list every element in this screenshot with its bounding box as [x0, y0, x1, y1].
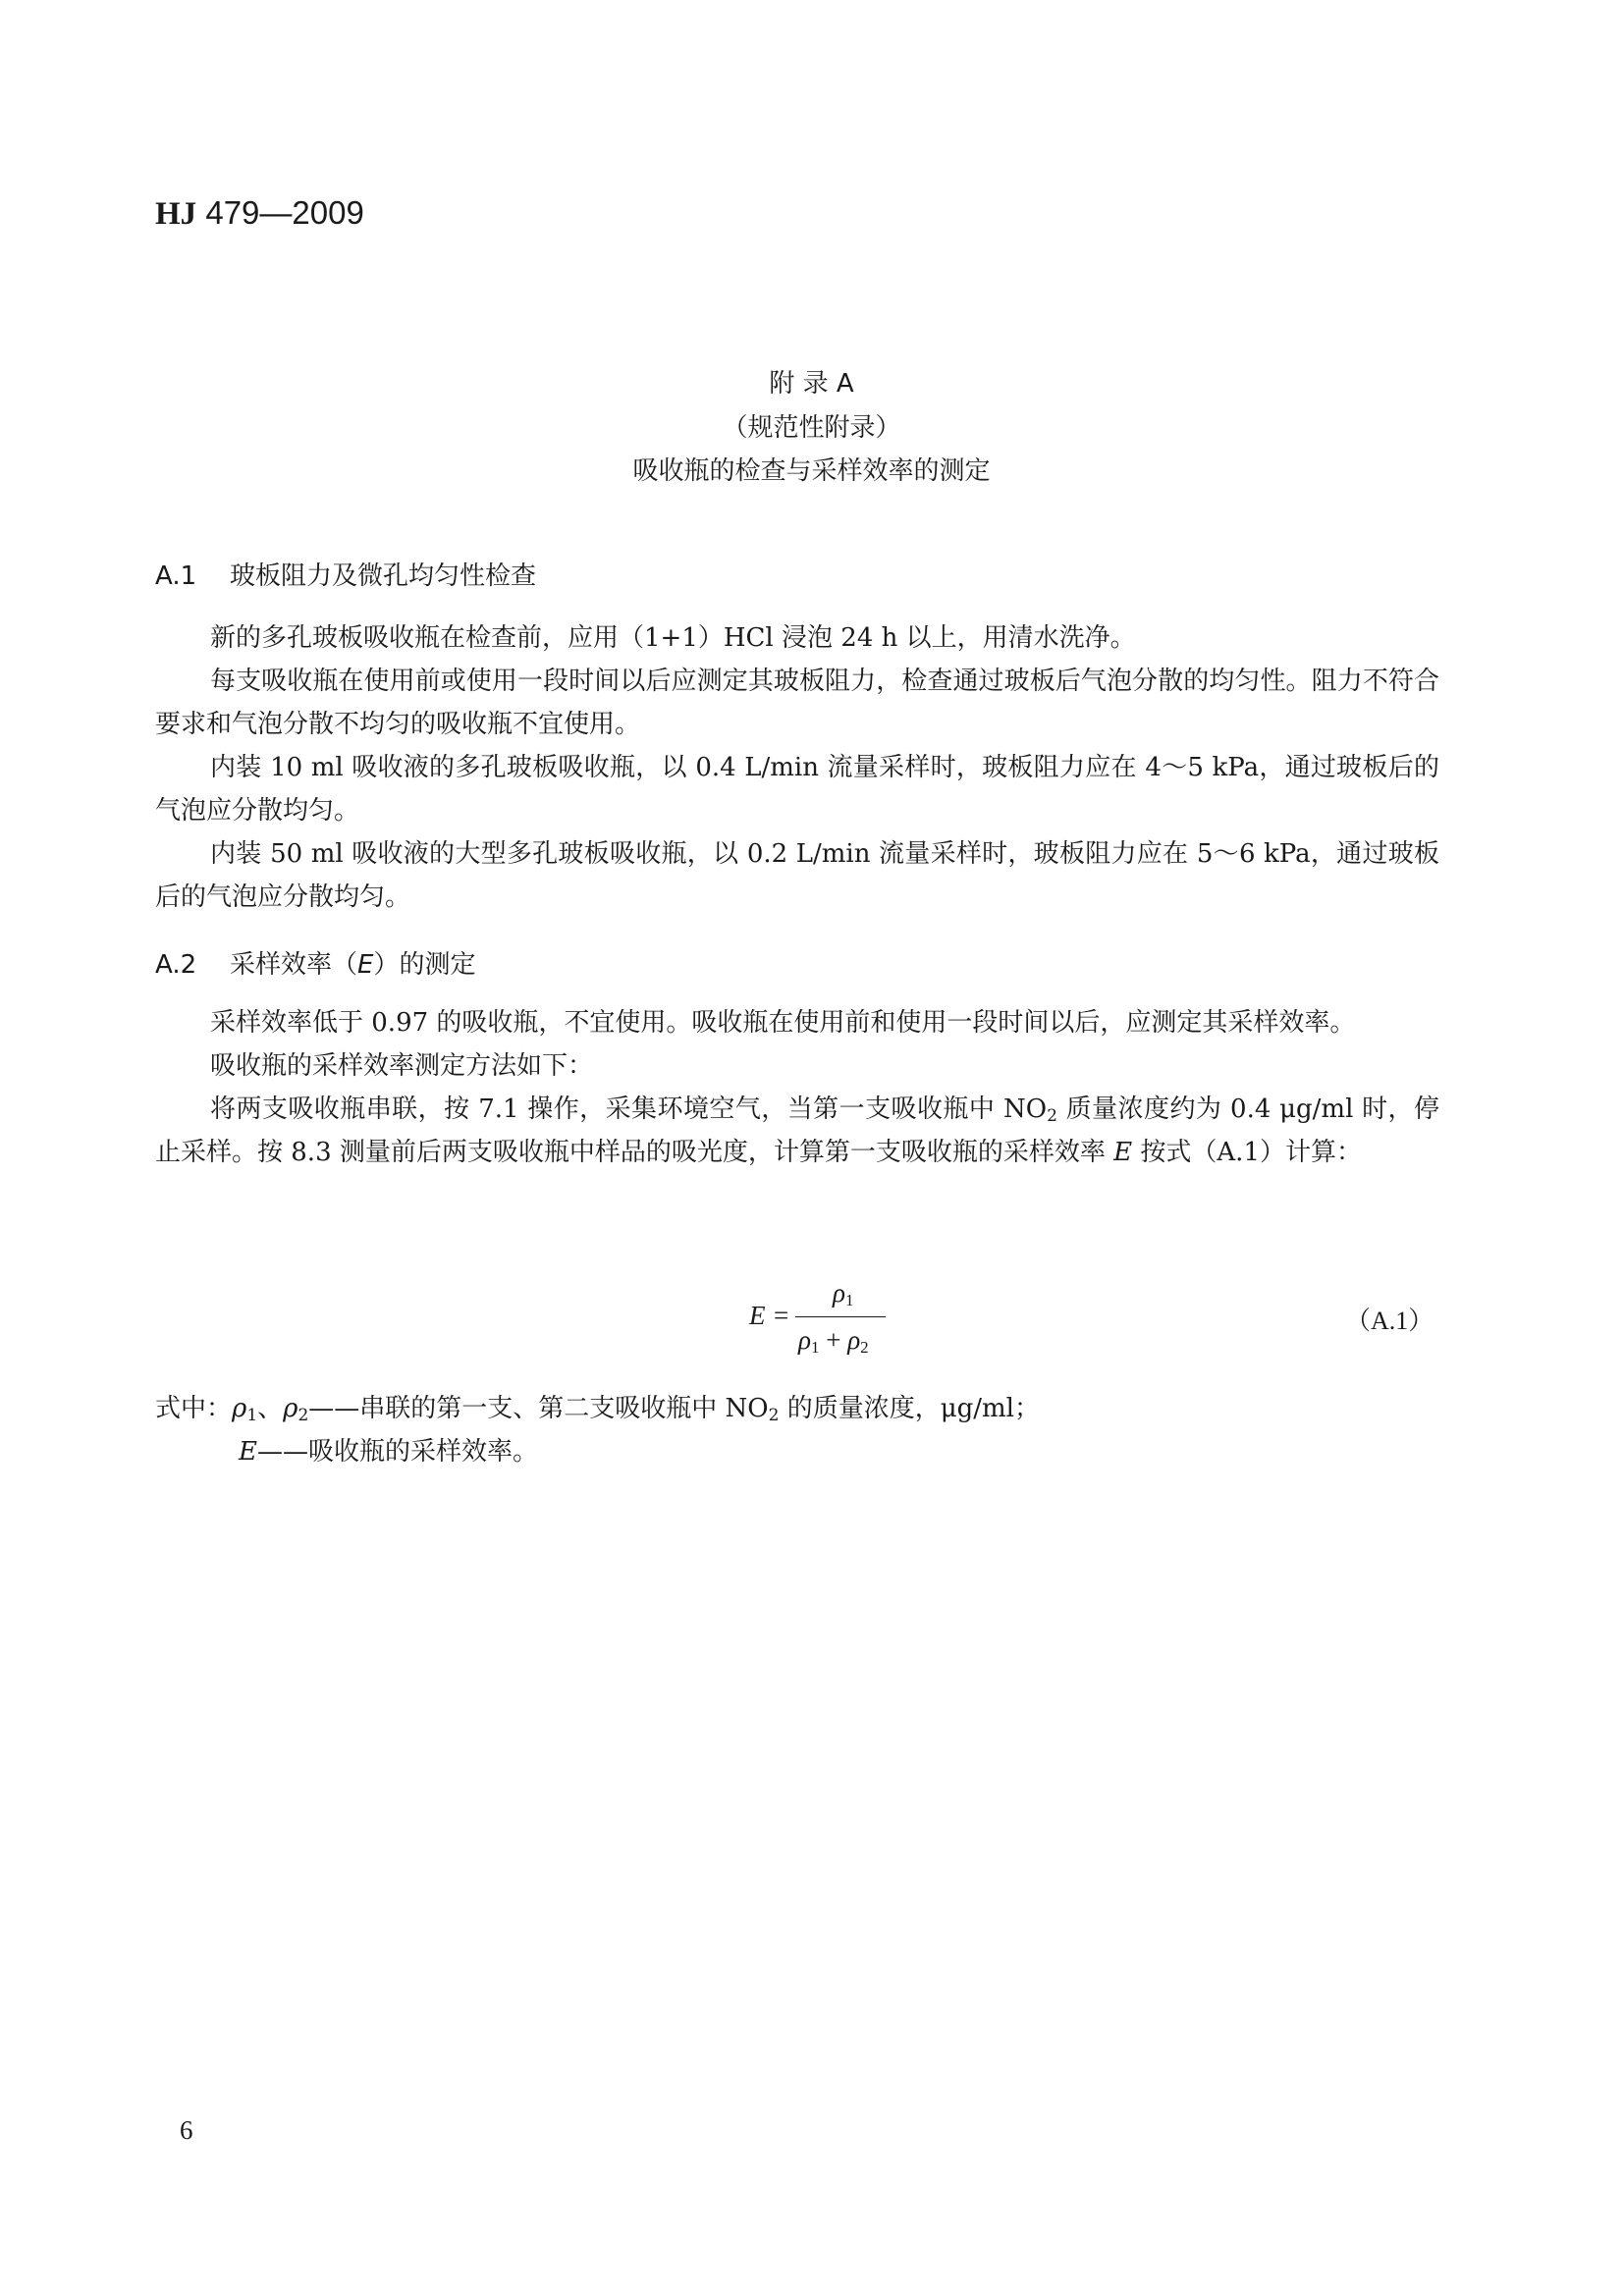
- section-a2-paragraph-3: [155, 1088, 1439, 1174]
- legend-prefix: 式中：: [155, 1394, 233, 1423]
- denominator-symbol-1: ρ: [798, 1325, 811, 1355]
- legend-description-subscript: 2: [768, 1406, 780, 1425]
- equation-denominator: [798, 1325, 869, 1356]
- section-a1-paragraph-1: 新的多孔玻板吸收瓶在检查前，应用（1+1）HCl 浸泡 24 h 以上，用清水洗净。: [210, 623, 1136, 653]
- section-a1-body: [155, 616, 1439, 919]
- equation-lhs: [749, 1301, 789, 1331]
- p3-subscript: 2: [1047, 1106, 1057, 1126]
- section-a1-number: A.1: [155, 561, 197, 591]
- denominator-subscript-1: 1: [810, 1338, 820, 1357]
- section-a1-title: 玻板阻力及微孔均匀性检查: [230, 561, 537, 591]
- denominator-symbol-2: ρ: [847, 1325, 861, 1355]
- section-a2-paragraph-2: 吸收瓶的采样效率测定方法如下：: [210, 1051, 594, 1081]
- legend-separator: 、: [257, 1394, 284, 1423]
- legend-description-1a: ——串联的第一支、第二支吸收瓶中 NO: [308, 1394, 769, 1423]
- appendix-title: 附 录 A: [769, 369, 854, 399]
- legend-line-2: [239, 1429, 538, 1474]
- denominator-operator: +: [819, 1325, 848, 1355]
- standard-code: [155, 194, 364, 233]
- page-number: 6: [180, 2115, 193, 2145]
- legend-symbol-1: ρ: [232, 1394, 247, 1423]
- legend-description-2: ——吸收瓶的采样效率。: [256, 1437, 538, 1467]
- denominator-subscript-2: 2: [860, 1338, 869, 1357]
- section-a2-title-var: E: [357, 950, 374, 980]
- legend-line-1: [155, 1386, 1040, 1431]
- section-a2-title-post: ）的测定: [373, 950, 476, 980]
- numerator-symbol: ρ: [833, 1278, 845, 1308]
- appendix-heading: 吸收瓶的检查与采样效率的测定: [632, 456, 991, 486]
- section-a1-paragraph-4: 内装 50 ml 吸收液的大型多孔玻板吸收瓶，以 0.2 L/min 流量采样时，玻板阻力应在 5～6 kPa，通过玻板后的气泡应分散均匀。: [155, 839, 1439, 912]
- section-a2-paragraph-1: 采样效率低于 0.97 的吸收瓶，不宜使用。吸收瓶在使用前和使用一段时间以后，应测定其采样效率。: [210, 1008, 1356, 1038]
- legend-symbol-2: ρ: [283, 1394, 298, 1423]
- equation-numerator: [833, 1278, 853, 1308]
- equation-label: （A.1）: [1345, 1307, 1434, 1335]
- appendix-subtitle: （规范性附录）: [722, 413, 901, 443]
- section-a2-body: [155, 1001, 1439, 1174]
- legend-description-1b: 的质量浓度，μg/ml；: [779, 1394, 1040, 1423]
- section-a1-paragraph-2: 每支吸收瓶在使用前或使用一段时间以后应测定其玻板阻力，检查通过玻板后气泡分散的均匀性。阻力不符合要求和气泡分散不均匀的吸收瓶不宜使用。: [155, 667, 1439, 739]
- section-a2-title-pre: 采样效率（: [230, 950, 358, 980]
- p3-text-c: 按式（A.1）计算：: [1132, 1138, 1362, 1167]
- legend-subscript-1: 1: [246, 1406, 258, 1425]
- equation-lhs-text: E =: [749, 1301, 790, 1330]
- standard-prefix: HJ: [155, 196, 197, 232]
- section-a2-heading: [155, 944, 475, 981]
- fraction-bar: [795, 1316, 886, 1317]
- legend-subscript-2: 2: [298, 1406, 309, 1425]
- p3-variable: E: [1113, 1138, 1133, 1167]
- section-a1-paragraph-3: 内装 10 ml 吸收液的多孔玻板吸收瓶，以 0.4 L/min 流量采样时，玻板阻力应在 4～5 kPa，通过玻板后的气泡应分散均匀。: [155, 753, 1439, 826]
- p3-text-a: 将两支吸收瓶串联，按 7.1 操作，采集环境空气，当第一支吸收瓶中 NO: [210, 1095, 1048, 1124]
- legend-symbol-3: E: [239, 1437, 257, 1467]
- numerator-subscript: 1: [844, 1291, 854, 1309]
- p3-text-b: 质量浓度约为 0.4 μg/ml 时，停止采样。按 8.3 测量前后两支吸收瓶中样品的吸光度，计算第一支吸收瓶的采样效率: [155, 1095, 1439, 1167]
- section-a1-heading: [155, 556, 536, 592]
- section-a2-number: A.2: [155, 950, 197, 980]
- standard-number: 479—2009: [196, 194, 364, 231]
